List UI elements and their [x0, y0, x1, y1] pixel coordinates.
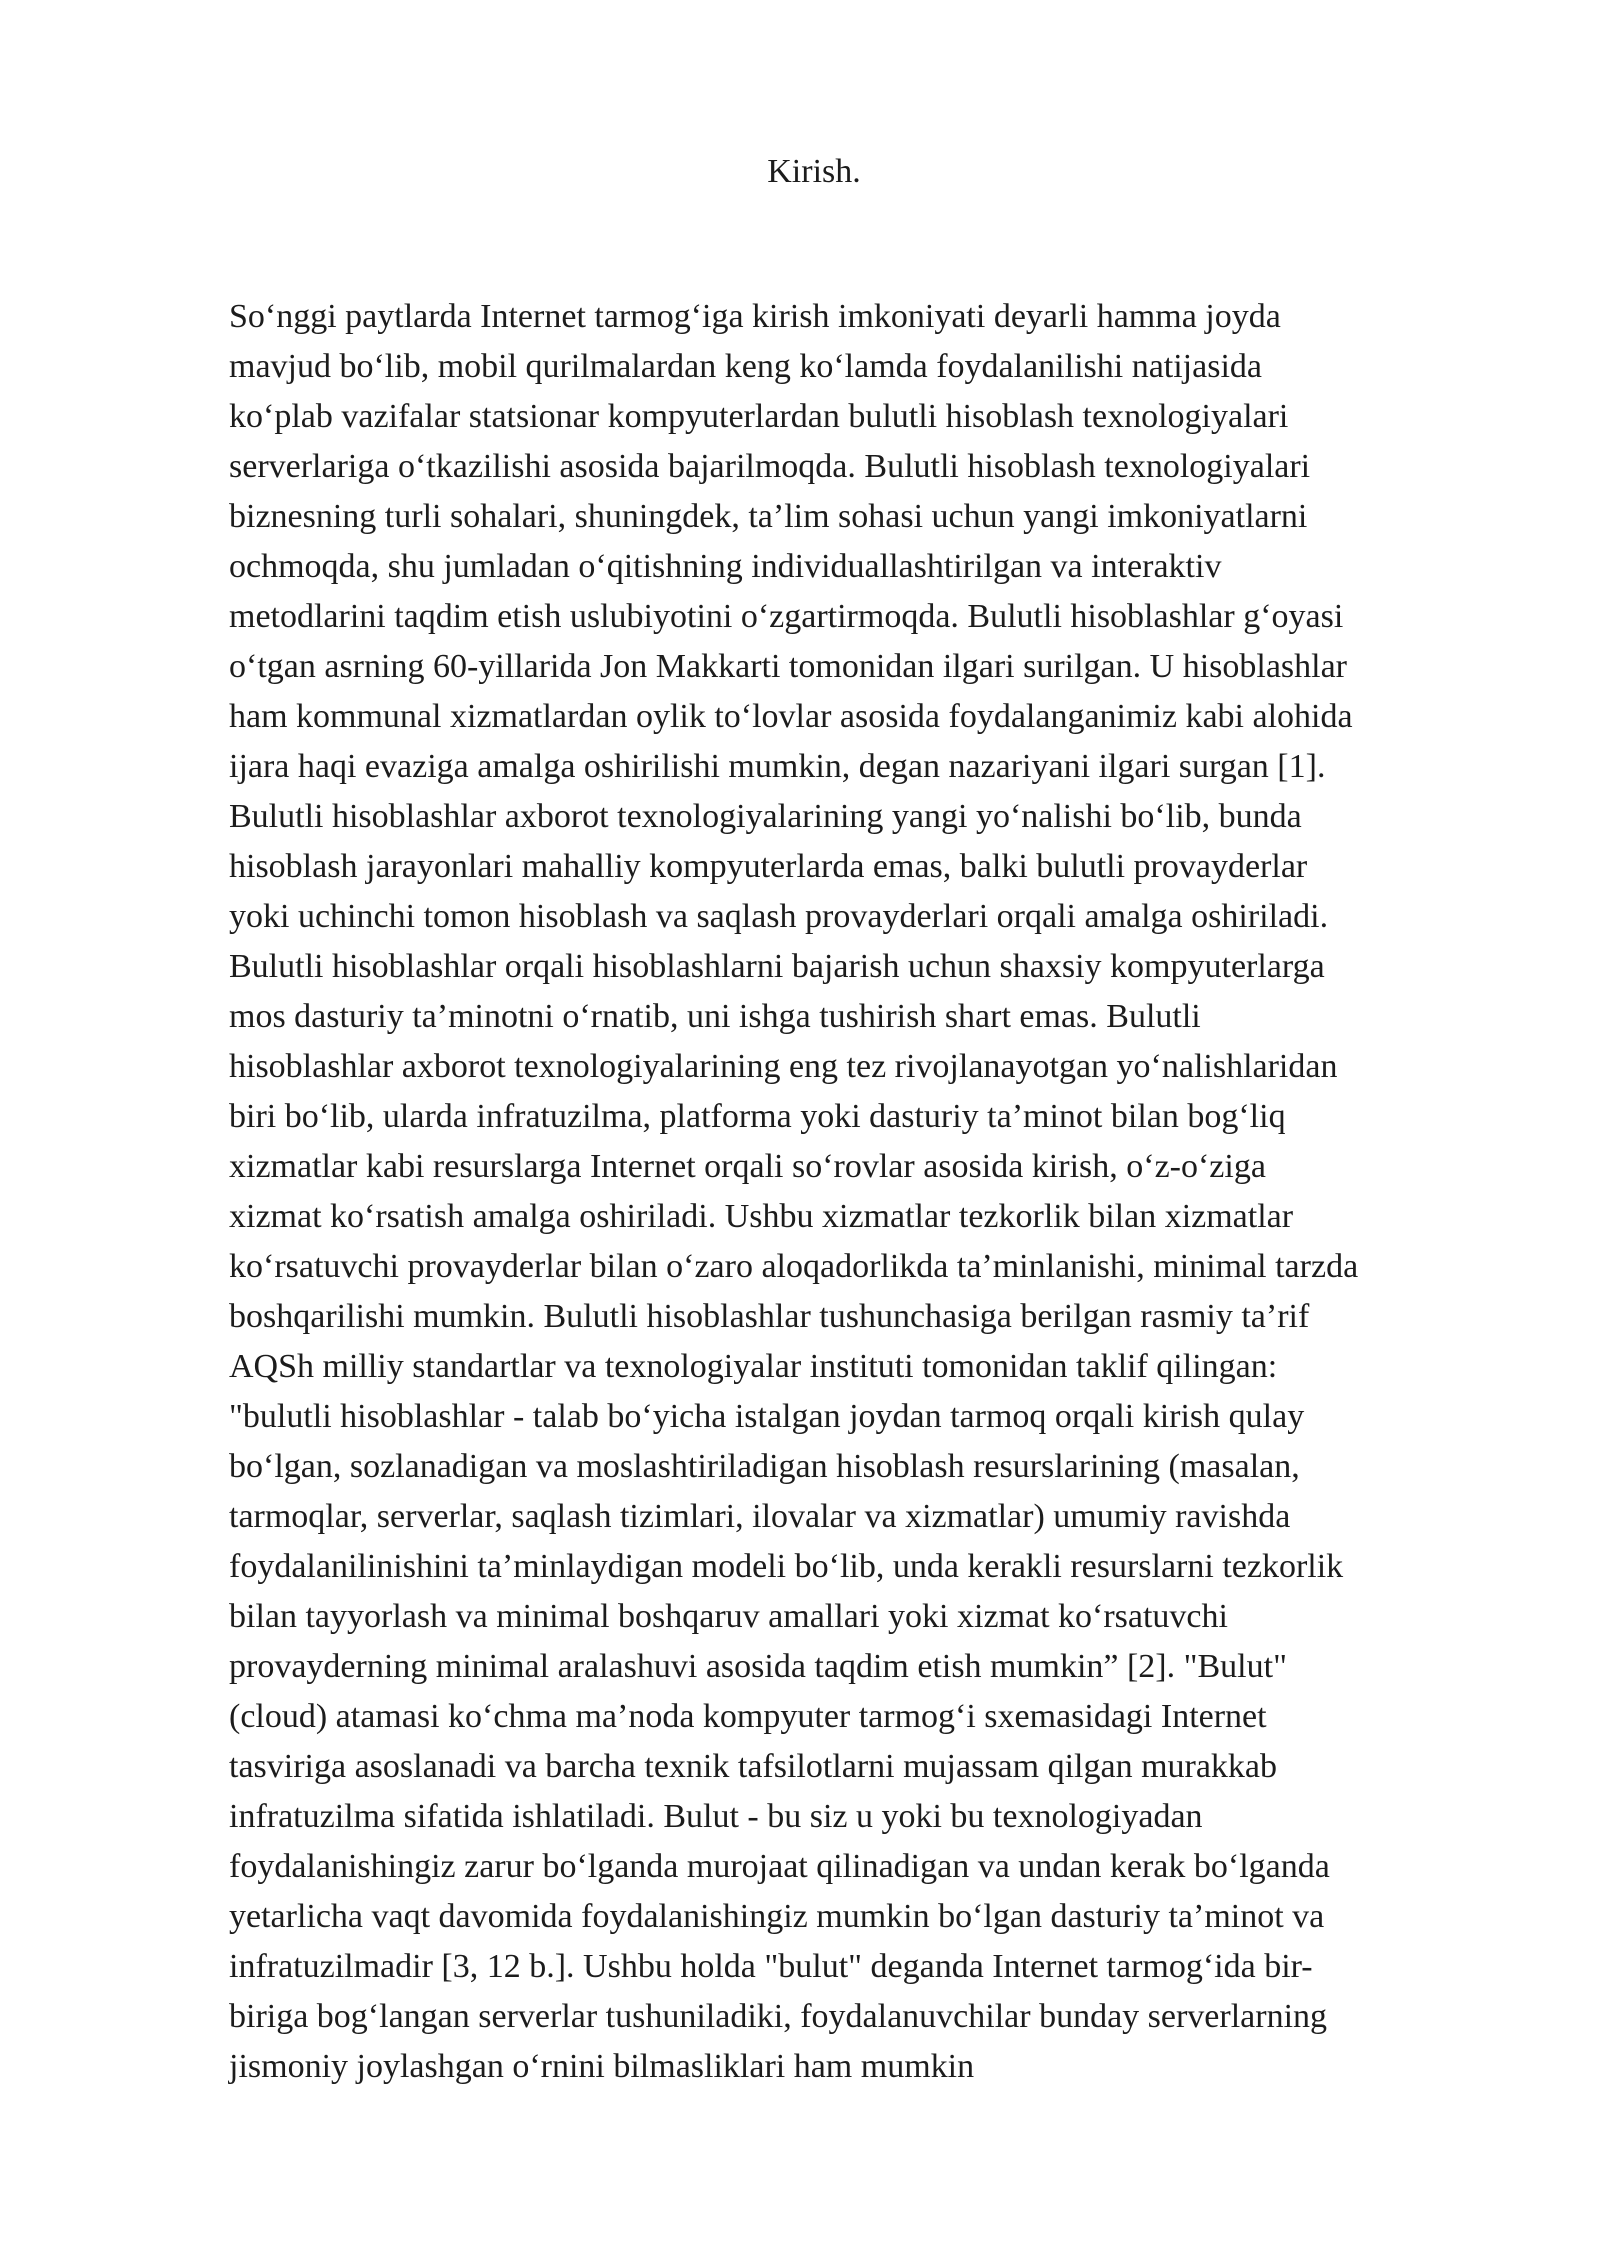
text-line: biri bo‘lib, ularda infratuzilma, platforma yoki dasturiy ta’minot bilan bog‘liq	[229, 1098, 1286, 1135]
text-line: Bulutli hisoblashlar orqali hisoblashlarni bajarish uchun shaxsiy kompyuterlarga	[229, 948, 1325, 985]
text-line: biznesning turli sohalari, shuningdek, ta’lim sohasi uchun yangi imkoniyatlarni	[229, 498, 1308, 535]
text-line: (cloud) atamasi ko‘chma ma’noda kompyuter tarmog‘i sxemasidagi Internet	[229, 1698, 1267, 1735]
text-line: ko‘plab vazifalar statsionar kompyuterlardan bulutli hisoblash texnologiyalari	[229, 398, 1289, 435]
text-line: So‘nggi paytlarda Internet tarmog‘iga kirish imkoniyati deyarli hamma joyda	[229, 298, 1281, 335]
text-line: tasviriga asoslanadi va barcha texnik tafsilotlarni mujassam qilgan murakkab	[229, 1748, 1278, 1785]
text-line: jismoniy joylashgan o‘rnini bilmasliklari ham mumkin	[229, 2048, 975, 2085]
text-line: "bulutli hisoblashlar - talab bo‘yicha istalgan joydan tarmoq orqali kirish qulay	[229, 1398, 1305, 1435]
text-line: yetarlicha vaqt davomida foydalanishingiz mumkin bo‘lgan dasturiy ta’minot va	[229, 1898, 1325, 1935]
text-line: ham kommunal xizmatlardan oylik to‘lovlar asosida foydalanganimiz kabi alohida	[229, 698, 1353, 735]
page-title: Kirish.	[767, 153, 861, 190]
text-line: provayderning minimal aralashuvi asosida taqdim etish mumkin” [2]. "Bulut"	[229, 1648, 1287, 1685]
text-line: AQSh milliy standartlar va texnologiyalar instituti tomonidan taklif qilingan:	[229, 1348, 1278, 1385]
text-line: infratuzilmadir [3, 12 b.]. Ushbu holda "bulut" deganda Internet tarmog‘ida bir-	[229, 1948, 1313, 1985]
body-paragraph	[229, 292, 1509, 2092]
text-line: xizmat ko‘rsatish amalga oshiriladi. Ushbu xizmatlar tezkorlik bilan xizmatlar	[229, 1198, 1294, 1235]
text-line: ijara haqi evaziga amalga oshirilishi mumkin, degan nazariyani ilgari surgan [1].	[229, 748, 1326, 785]
text-line: metodlarini taqdim etish uslubiyotini o‘zgartirmoqda. Bulutli hisoblashlar g‘oyasi	[229, 598, 1344, 635]
text-line: xizmatlar kabi resurslarga Internet orqali so‘rovlar asosida kirish, o‘z-o‘ziga	[229, 1148, 1266, 1185]
text-line: mavjud bo‘lib, mobil qurilmalardan keng ko‘lamda foydalanilishi natijasida	[229, 348, 1262, 385]
text-line: biriga bog‘langan serverlar tushuniladiki, foydalanuvchilar bunday serverlarning	[229, 1998, 1328, 2035]
text-line: foydalanishingiz zarur bo‘lganda murojaat qilinadigan va undan kerak bo‘lganda	[229, 1848, 1330, 1885]
text-line: Bulutli hisoblashlar axborot texnologiyalarining yangi yo‘nalishi bo‘lib, bunda	[229, 798, 1302, 835]
text-line: hisoblashlar axborot texnologiyalarining eng tez rivojlanayotgan yo‘nalishlaridan	[229, 1048, 1338, 1085]
text-line: hisoblash jarayonlari mahalliy kompyuterlarda emas, balki bulutli provayderlar	[229, 848, 1308, 885]
text-line: bo‘lgan, sozlanadigan va moslashtiriladigan hisoblash resurslarining (masalan,	[229, 1448, 1300, 1485]
text-line: tarmoqlar, serverlar, saqlash tizimlari, ilovalar va xizmatlar) umumiy ravishda	[229, 1498, 1291, 1535]
text-line: ko‘rsatuvchi provayderlar bilan o‘zaro aloqadorlikda ta’minlanishi, minimal tarzda	[229, 1248, 1359, 1285]
text-line: infratuzilma sifatida ishlatiladi. Bulut - bu siz u yoki bu texnologiyadan	[229, 1798, 1203, 1835]
text-line: bilan tayyorlash va minimal boshqaruv amallari yoki xizmat ko‘rsatuvchi	[229, 1598, 1228, 1635]
text-line: serverlariga o‘tkazilishi asosida bajarilmoqda. Bulutli hisoblash texnologiyalari	[229, 448, 1311, 485]
text-line: boshqarilishi mumkin. Bulutli hisoblashlar tushunchasiga berilgan rasmiy ta’rif	[229, 1298, 1310, 1335]
text-line: mos dasturiy ta’minotni o‘rnatib, uni ishga tushirish shart emas. Bulutli	[229, 998, 1201, 1035]
text-line: yoki uchinchi tomon hisoblash va saqlash provayderlari orqali amalga oshiriladi.	[229, 898, 1329, 935]
text-line: ochmoqda, shu jumladan o‘qitishning individuallashtirilgan va interaktiv	[229, 548, 1222, 585]
text-line: o‘tgan asrning 60-yillarida Jon Makkarti tomonidan ilgari surilgan. U hisoblashlar	[229, 648, 1347, 685]
text-line: foydalanilinishini ta’minlaydigan modeli bo‘lib, unda kerakli resurslarni tezkorlik	[229, 1548, 1344, 1585]
